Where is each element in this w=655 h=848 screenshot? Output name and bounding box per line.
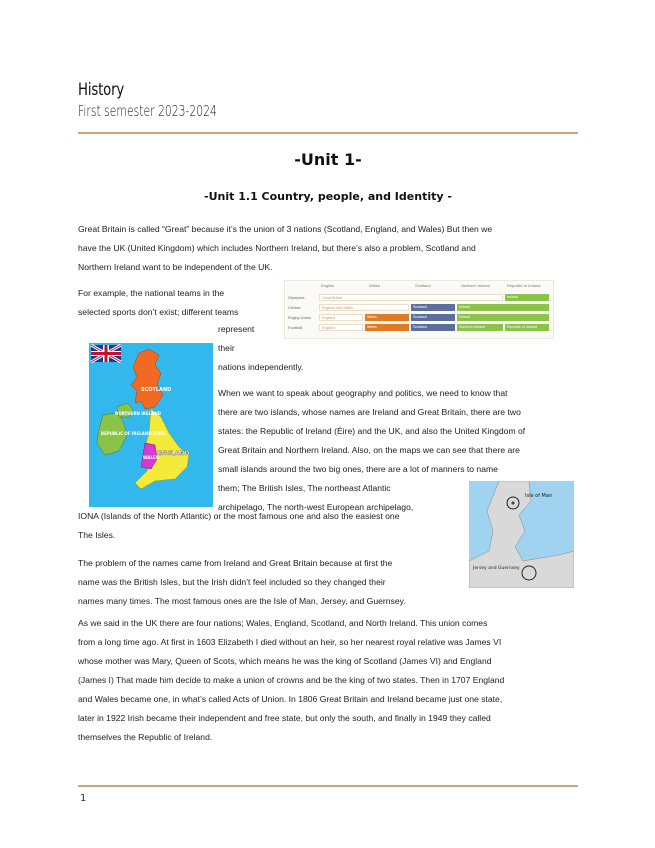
england-region [135,409,189,489]
text-line: (James I) That made him decide to make a union of crowns and be the king of two states. Then in 1707 England [78,675,505,685]
table-cell: Scotland [411,324,455,331]
section-title: -Unit 1.1 Country, people, and Identity - [204,190,452,203]
table-header: Republic of Ireland [507,283,541,288]
text-line: and Wales became one, in what’s called Acts of Union. In 1806 Great Britain and Ireland became just one state, [78,694,503,704]
footer-divider [78,785,578,787]
map-label-wales: WALES [143,455,159,460]
map-label-isle-of-man: Isle of Man [525,493,553,499]
paragraph-teams [78,284,288,322]
table-row-label: Olympics [288,295,305,300]
table-cell: Republic of Ireland [505,324,549,331]
scotland-region [131,349,163,409]
paragraph-history [78,614,583,747]
text-line: As we said in the UK there are four nations; Wales, England, Scotland, and North Ireland. This union comes [78,618,488,628]
table-cell: Ireland [505,294,549,301]
table-cell: England [319,314,363,321]
text-line: archipelago, The north-west European archipelago, [218,502,414,512]
table-row-label: Football [288,325,303,330]
text-line: names many times. The most famous ones are the Isle of Man, Jersey, and Guernsey. [78,596,406,606]
text-line: name was the British Isles, but the Irish didn’t feel included so they changed their [78,577,386,587]
table-cell: Northern Ireland [457,324,503,331]
table-header: Northern Ireland [461,283,490,288]
map-label-scotland: SCOTLAND [141,387,172,393]
table-row-label: Cricket [288,305,301,310]
table-cell: Ireland [457,304,549,311]
table-cell: England and Wales [319,304,409,311]
text-line: Northern Ireland want to be independent of the UK. [78,262,273,272]
text-line: there are two islands, whose names are Ireland and Great Britain, there are two [218,407,521,417]
text-line: Great Britain and Northern Ireland. Also, on the maps we can see that there are [218,445,520,455]
isles-map-svg [469,481,574,588]
text-line: later in 1922 Irish became their independent and free state, but only the south, and finally in 1949 they called [78,713,491,723]
text-line: For example, the national teams in the [78,288,225,298]
text-line: themselves the Republic of Ireland. [78,732,213,742]
union-jack-icon [91,345,121,362]
text-line: When we want to speak about geography and politics, we need to know that [218,388,508,398]
table-cell: England [319,324,363,331]
table-cell: Great Britain [319,294,503,301]
text-line: represent [218,324,255,334]
text-line: selected sports don’t exist; different teams [78,307,239,317]
page-number: 1 [80,793,87,804]
document-subtitle: First semester 2023-2024 [78,102,217,120]
table-row-label: Rugby Union [288,315,312,320]
isles-map-image [469,481,574,588]
text-line: whose mother was Mary, Queen of Scots, which means he was the king of Scotland (James VI) and England [78,656,492,666]
header-divider [78,132,578,134]
sports-teams-table-image [284,280,554,339]
map-label-northern-ireland: NORTHERN IRELAND [115,411,161,416]
map-label-england: ENGLAND [157,450,190,457]
text-line: IONA (Islands of the North Atlantic) or the most famous one and also the easiest one [78,511,400,521]
map-label-republic: REPUBLIC OF IRELAND (EIRE) [101,431,167,436]
unit-title: -Unit 1- [294,150,362,169]
text-line: them; The British Isles, The northeast Atlantic [218,483,391,493]
text-line: small islands around the two big ones, there are a lot of manners to name [218,464,498,474]
table-header: Wales [369,283,380,288]
text-line: The problem of the names came from Ireland and Great Britain because at first the [78,558,393,568]
text-line: their [218,343,235,353]
document-title: History [78,80,125,100]
text-line: states: the Republic of Ireland (Éire) and the UK, and also the United Kingdom of [218,426,526,436]
paragraph-intro [78,220,583,277]
table-cell: Wales [365,324,409,331]
table-header: English [321,283,335,288]
text-line: Great Britain is called “Great” because it’s the union of 3 nations (Scotland, England, and Wales) But then we [78,224,493,234]
text-line: nations independently. [218,362,304,372]
table-cell: Ireland [457,314,549,321]
paragraph-geography-cont [78,507,463,545]
text-line: have the UK (United Kingdom) which includes Northern Ireland, but there’s also a problem, Scotland and [78,243,476,253]
uk-map-svg [89,343,213,507]
uk-map-image [89,343,213,507]
table-cell: Scotland [411,304,455,311]
table-cell: Scotland [411,314,455,321]
table-header: Scotland [415,283,431,288]
paragraph-names [78,554,468,611]
text-line: The Isles. [78,530,116,540]
map-label-jersey: Jersey and Guernsey [473,566,520,571]
text-line: from a long time ago. At first in 1603 Elizabeth I died without an heir, so her nearest royal relative was James VI [78,637,502,647]
table-cell: Wales [365,314,409,321]
